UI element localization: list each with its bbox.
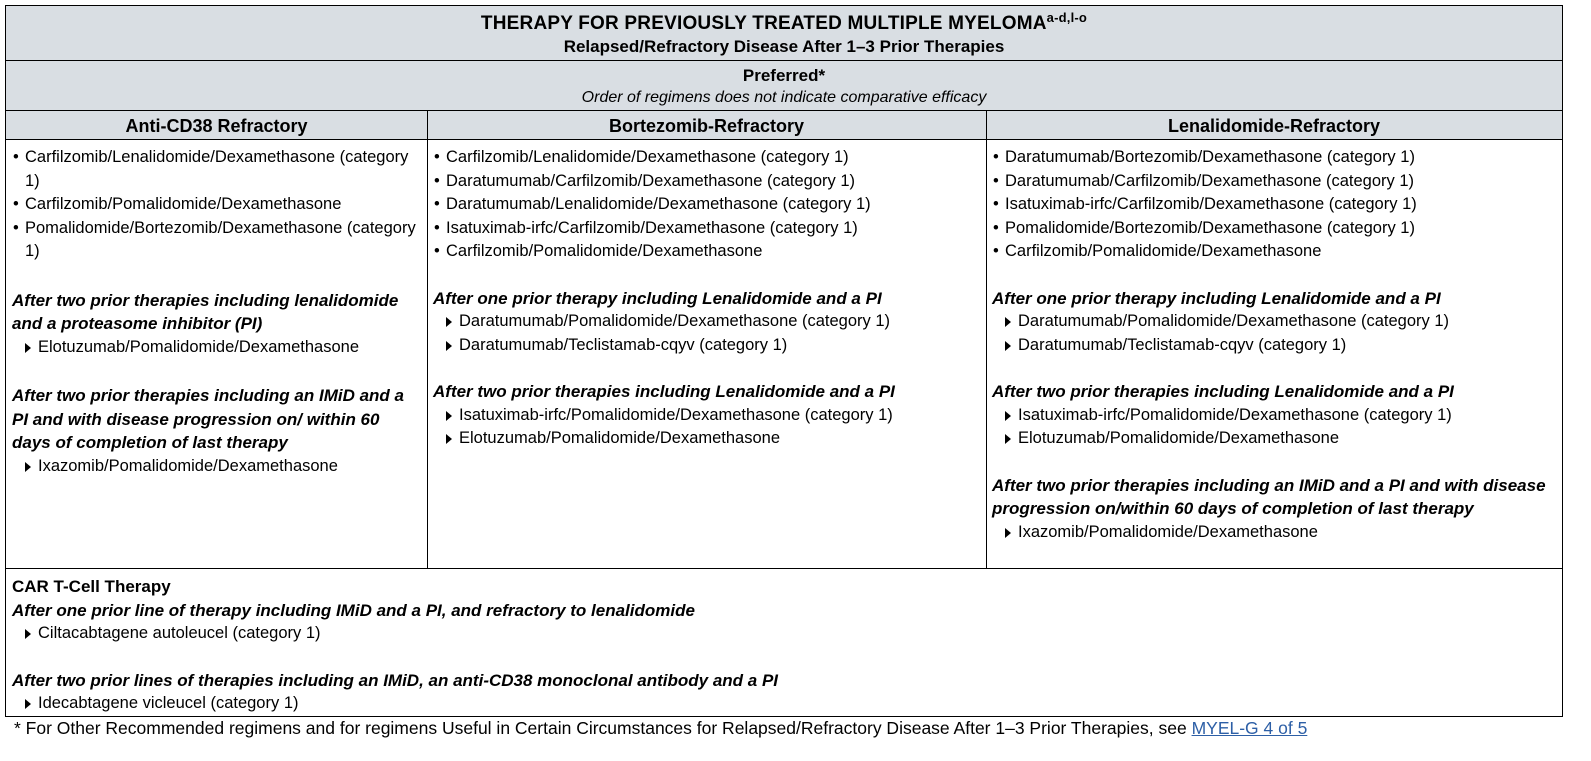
regimen-subitem: Ixazomib/Pomalidomide/Dexamethasone bbox=[992, 521, 1556, 545]
regimen-subitem: Isatuximab-irfc/Pomalidomide/Dexamethasone (category 1) bbox=[433, 404, 980, 428]
regimen-subitem: Elotuzumab/Pomalidomide/Dexamethasone bbox=[992, 427, 1556, 451]
section-heading: After two prior therapies including an IMiD and a PI and with disease progression on/ within 60 days of completion of last therapy bbox=[12, 386, 404, 452]
regimen-subitem: Daratumumab/Teclistamab-cqyv (category 1) bbox=[992, 334, 1556, 358]
column-header-bortezomib: Bortezomib-Refractory bbox=[427, 111, 986, 140]
regimen-item: • Carfilzomib/Lenalidomide/Dexamethasone (category 1) bbox=[433, 146, 980, 170]
regimen-item: • Pomalidomide/Bortezomib/Dexamethasone (category 1) bbox=[992, 217, 1556, 241]
title-footnote-refs: a-d,l-o bbox=[1046, 10, 1088, 25]
section-heading: After two prior lines of therapies including an IMiD, an anti-CD38 monoclonal antibody and a PI bbox=[12, 670, 779, 690]
column-anti-cd38 bbox=[6, 140, 427, 568]
table-subtitle: Relapsed/Refractory Disease After 1–3 Prior Therapies bbox=[563, 37, 1005, 56]
regimen-item: • Daratumumab/Lenalidomide/Dexamethasone (category 1) bbox=[433, 193, 980, 217]
table-title bbox=[6, 10, 1562, 35]
preferred-note: Order of regimens does not indicate comparative efficacy bbox=[581, 89, 987, 106]
regimen-item: • Daratumumab/Carfilzomib/Dexamethasone (category 1) bbox=[992, 170, 1556, 194]
section-heading: After two prior therapies including Lenalidomide and a PI bbox=[433, 382, 895, 401]
regimen-item: • Carfilzomib/Pomalidomide/Dexamethasone bbox=[12, 193, 421, 217]
regimen-subitem: Elotuzumab/Pomalidomide/Dexamethasone bbox=[433, 427, 980, 451]
regimen-subitem: Daratumumab/Pomalidomide/Dexamethasone (category 1) bbox=[992, 310, 1556, 334]
therapy-table bbox=[5, 5, 1563, 717]
regimen-item: • Carfilzomib/Lenalidomide/Dexamethasone (category 1) bbox=[12, 146, 421, 193]
regimen-item: • Isatuximab-irfc/Carfilzomib/Dexamethasone (category 1) bbox=[433, 217, 980, 241]
section-heading: After one prior therapy including Lenalidomide and a PI bbox=[433, 288, 882, 308]
myel-g-link[interactable]: MYEL-G 4 of 5 bbox=[1191, 718, 1308, 738]
regimen-subitem: Ciltacabtagene autoleucel (category 1) bbox=[12, 622, 1556, 646]
column-lenalidomide bbox=[986, 140, 1562, 568]
regimen-subitem: Daratumumab/Pomalidomide/Dexamethasone (category 1) bbox=[433, 310, 980, 334]
title-text: THERAPY FOR PREVIOUSLY TREATED MULTIPLE MYELOMA bbox=[480, 13, 1047, 34]
regimen-item: • Pomalidomide/Bortezomib/Dexamethasone (category 1) bbox=[12, 217, 421, 264]
regimen-subitem: Idecabtagene vicleucel (category 1) bbox=[12, 692, 1556, 716]
regimen-item: • Isatuximab-irfc/Carfilzomib/Dexamethasone (category 1) bbox=[992, 193, 1556, 217]
regimen-item: • Carfilzomib/Pomalidomide/Dexamethasone bbox=[992, 240, 1556, 264]
regimen-subitem: Daratumumab/Teclistamab-cqyv (category 1) bbox=[433, 334, 980, 358]
column-header-anti-cd38: Anti-CD38 Refractory bbox=[6, 111, 427, 140]
regimen-subitem: Ixazomib/Pomalidomide/Dexamethasone bbox=[12, 455, 421, 479]
table-title-row bbox=[6, 6, 1562, 61]
column-bortezomib bbox=[427, 140, 986, 568]
regimen-subitem: Elotuzumab/Pomalidomide/Dexamethasone bbox=[12, 336, 421, 360]
car-t-title: CAR T-Cell Therapy bbox=[12, 577, 171, 596]
preferred-row bbox=[6, 61, 1562, 111]
footnote bbox=[14, 716, 1307, 740]
regimen-item: • Daratumumab/Carfilzomib/Dexamethasone (category 1) bbox=[433, 170, 980, 194]
regimen-subitem: Isatuximab-irfc/Pomalidomide/Dexamethasone (category 1) bbox=[992, 404, 1556, 428]
section-heading: After one prior line of therapy including IMiD and a PI, and refractory to lenalidomide bbox=[12, 600, 695, 620]
car-t-row bbox=[6, 568, 1562, 716]
footnote-text: * For Other Recommended regimens and for regimens Useful in Certain Circumstances for Relapsed/Refractory Disease After 1–3 Prior Therapies, see bbox=[14, 718, 1192, 738]
column-header-lenalidomide: Lenalidomide-Refractory bbox=[986, 111, 1562, 140]
section-heading: After two prior therapies including an IMiD and a PI and with disease progression on/within 60 days of completion of last therapy bbox=[992, 475, 1546, 518]
preferred-label: Preferred* bbox=[742, 66, 826, 85]
section-heading: After two prior therapies including Lenalidomide and a PI bbox=[992, 382, 1454, 401]
regimen-item: • Daratumumab/Bortezomib/Dexamethasone (category 1) bbox=[992, 146, 1556, 170]
regimen-item: • Carfilzomib/Pomalidomide/Dexamethasone bbox=[433, 240, 980, 264]
section-heading: After one prior therapy including Lenalidomide and a PI bbox=[992, 288, 1441, 308]
section-heading: After two prior therapies including lenalidomide and a proteasome inhibitor (PI) bbox=[12, 290, 399, 333]
